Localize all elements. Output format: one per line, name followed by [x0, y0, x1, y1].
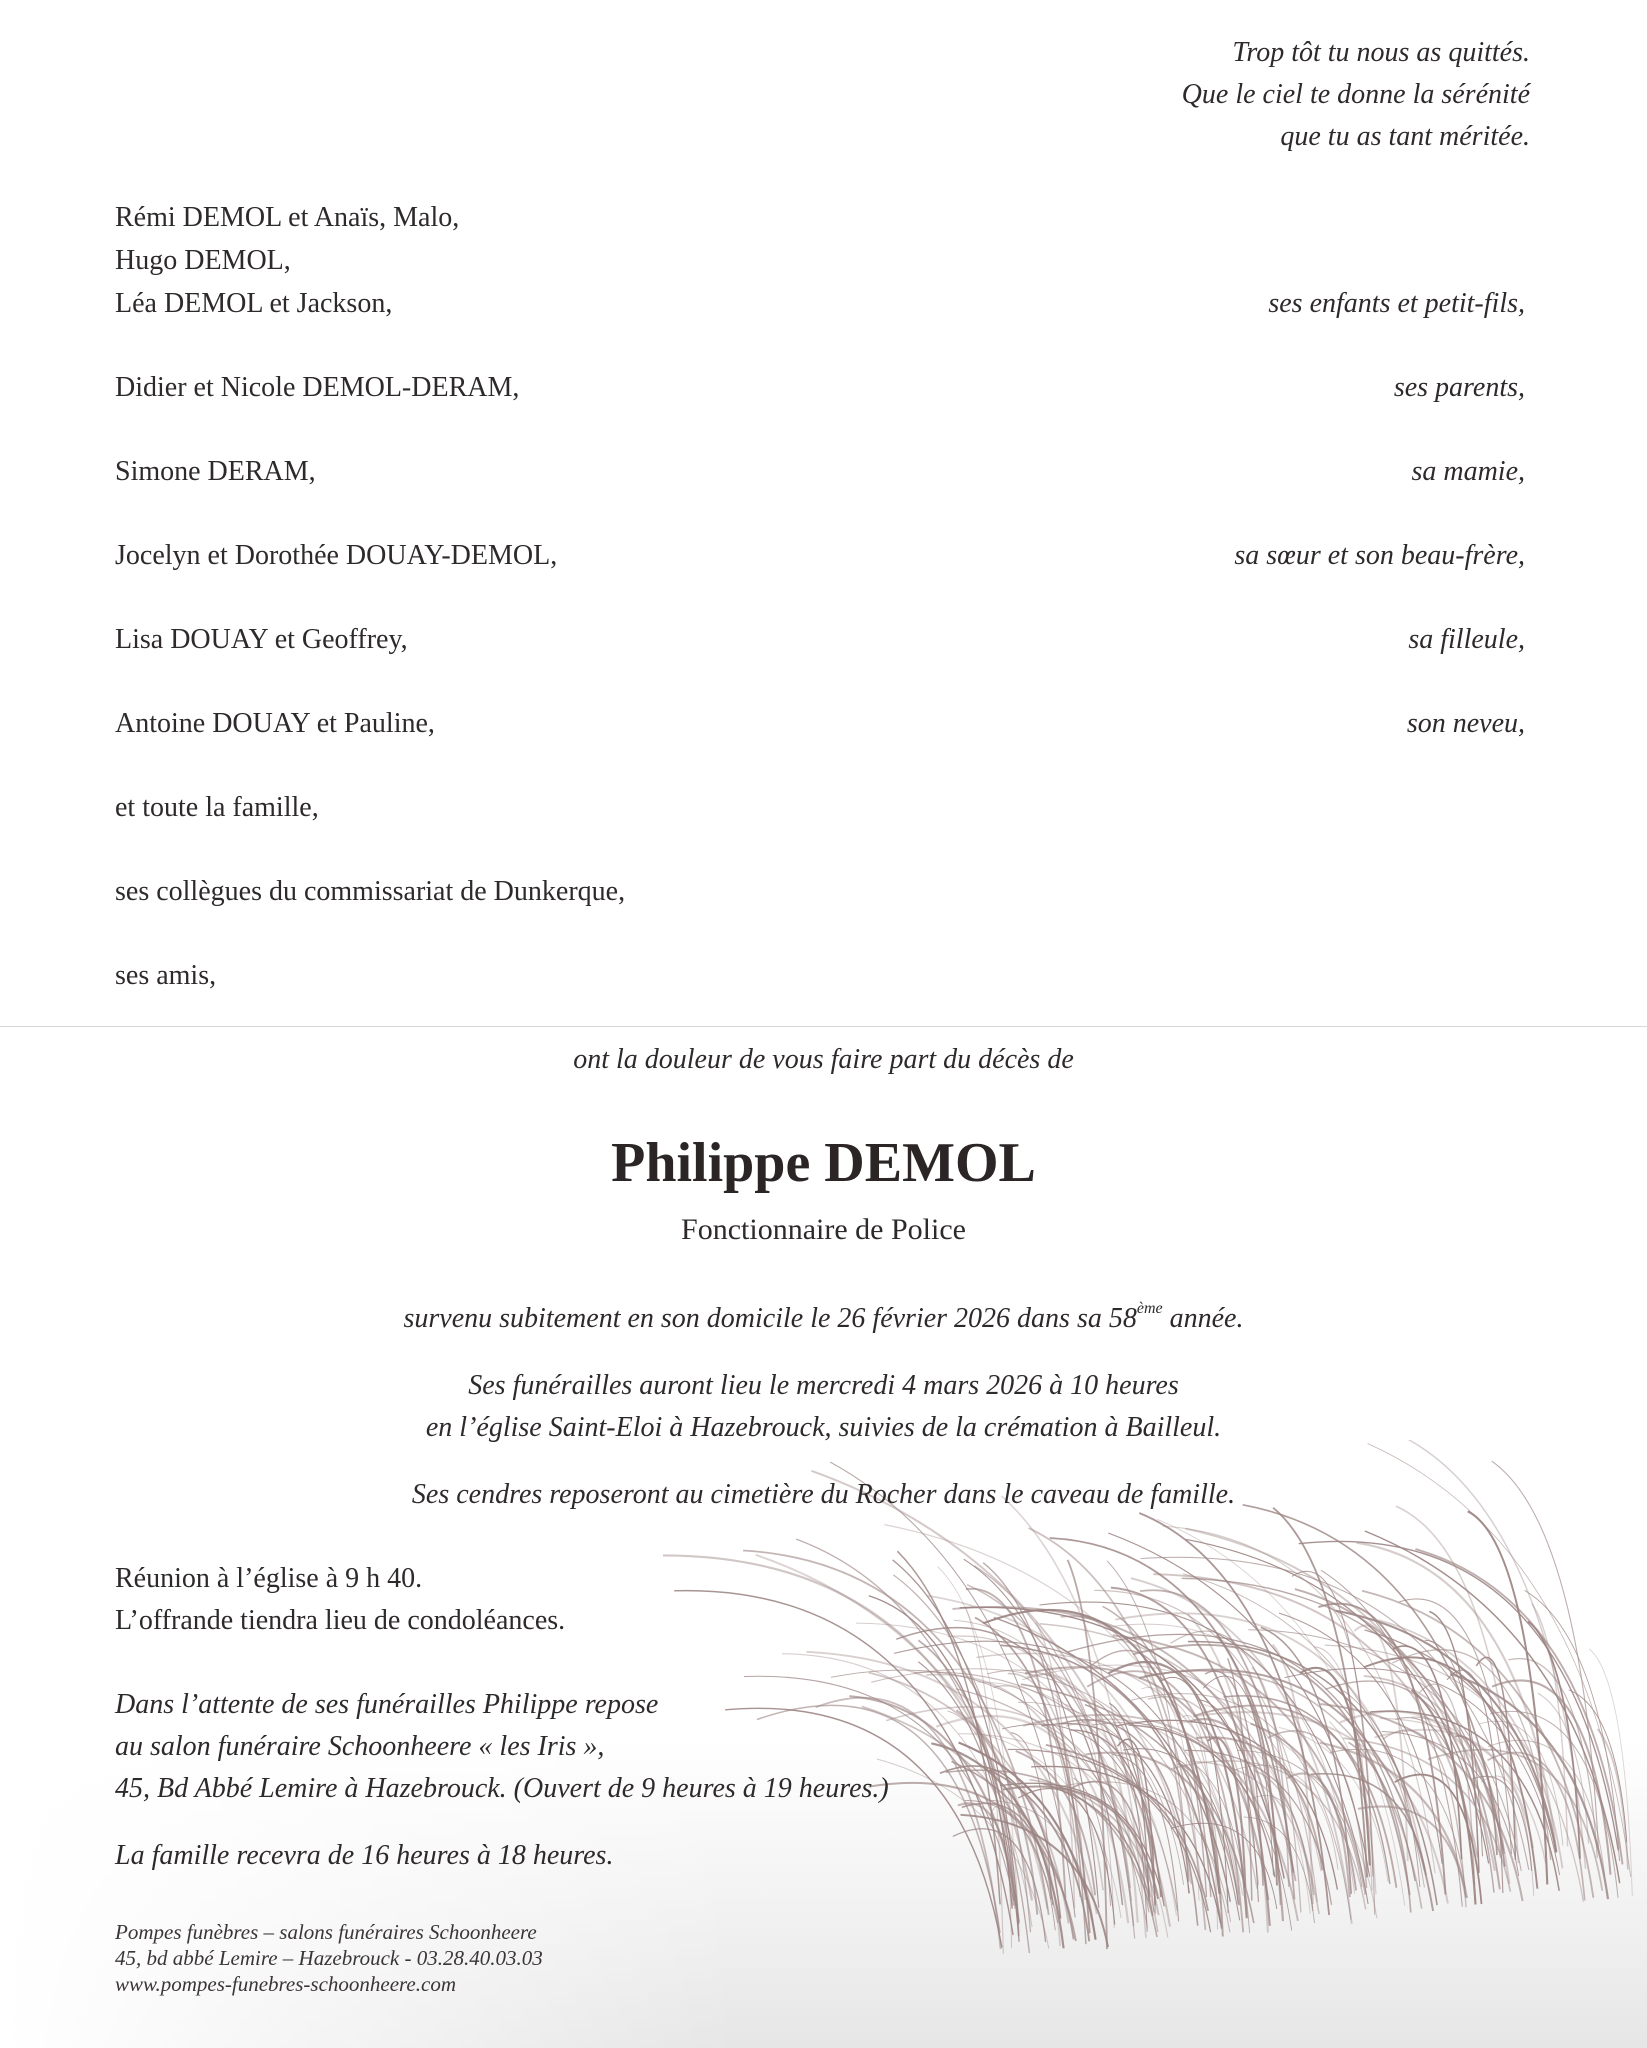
meeting-line-1: Réunion à l’église à 9 h 40. [115, 1563, 423, 1594]
death-notice-sup: ème [1136, 1300, 1163, 1317]
family-name: Jocelyn et Dorothée DOUAY-DEMOL, [115, 540, 558, 571]
family-name: Simone DERAM, [115, 456, 316, 487]
poem-line-2: Que le ciel te donne la sérénité [1181, 79, 1530, 110]
family-relation: ses parents, [1393, 372, 1525, 403]
fold-line [0, 1026, 1647, 1027]
funeral-line-3: Ses cendres reposeront au cimetière du Rocher dans le caveau de famille. [411, 1479, 1236, 1510]
poem-line-1: Trop tôt tu nous as quittés. [1232, 37, 1530, 68]
meeting-line-2: L’offrande tiendra lieu de condoléances. [115, 1605, 566, 1636]
funeral-line-1: Ses funérailles auront lieu le mercredi 4 mars 2026 à 10 heures [468, 1370, 1179, 1401]
announcement: ont la douleur de vous faire part du décès de [573, 1044, 1074, 1075]
family-name: Hugo DEMOL, [115, 245, 291, 276]
family-name: Léa DEMOL et Jackson, [115, 288, 393, 319]
family-relation: ses enfants et petit-fils, [1268, 288, 1525, 319]
deceased-title: Fonctionnaire de Police [681, 1213, 966, 1246]
family-relation: sa filleule, [1408, 624, 1525, 655]
family-relation: sa mamie, [1411, 456, 1525, 487]
family-name: Lisa DOUAY et Geoffrey, [115, 624, 408, 655]
death-notice-end: année. [1162, 1303, 1244, 1334]
family-name: Didier et Nicole DEMOL-DERAM, [115, 372, 520, 403]
rest-line-4: La famille recevra de 16 heures à 18 heures. [115, 1840, 614, 1871]
funeral-line-2: en l’église Saint-Eloi à Hazebrouck, suivies de la crémation à Bailleul. [425, 1412, 1222, 1443]
other-mourners: ses collègues du commissariat de Dunkerque, [115, 876, 626, 907]
family-name: Rémi DEMOL et Anaïs, Malo, [115, 202, 460, 233]
death-notice [0, 1298, 1647, 1340]
footer-line-1: Pompes funèbres – salons funéraires Schoonheere [115, 1920, 537, 1944]
death-notice-text: survenu subitement en son domicile le 26 février 2026 dans sa 58 [403, 1303, 1137, 1334]
rest-line-3: 45, Bd Abbé Lemire à Hazebrouck. (Ouvert de 9 heures à 19 heures.) [115, 1773, 889, 1804]
rest-line-2: au salon funéraire Schoonheere « les Iris », [115, 1731, 605, 1762]
family-relation: sa sœur et son beau-frère, [1234, 540, 1525, 571]
deceased-name: Philippe DEMOL [611, 1132, 1036, 1194]
footer-line-3: www.pompes-funebres-schoonheere.com [115, 1972, 456, 1996]
other-mourners: ses amis, [115, 960, 217, 991]
poem-line-3: que tu as tant méritée. [1280, 121, 1530, 152]
rest-line-1: Dans l’attente de ses funérailles Philippe repose [115, 1689, 659, 1720]
footer-line-2: 45, bd abbé Lemire – Hazebrouck - 03.28.40.03.03 [115, 1946, 543, 1970]
family-name: Antoine DOUAY et Pauline, [115, 708, 435, 739]
other-mourners: et toute la famille, [115, 792, 319, 823]
family-relation: son neveu, [1406, 708, 1525, 739]
